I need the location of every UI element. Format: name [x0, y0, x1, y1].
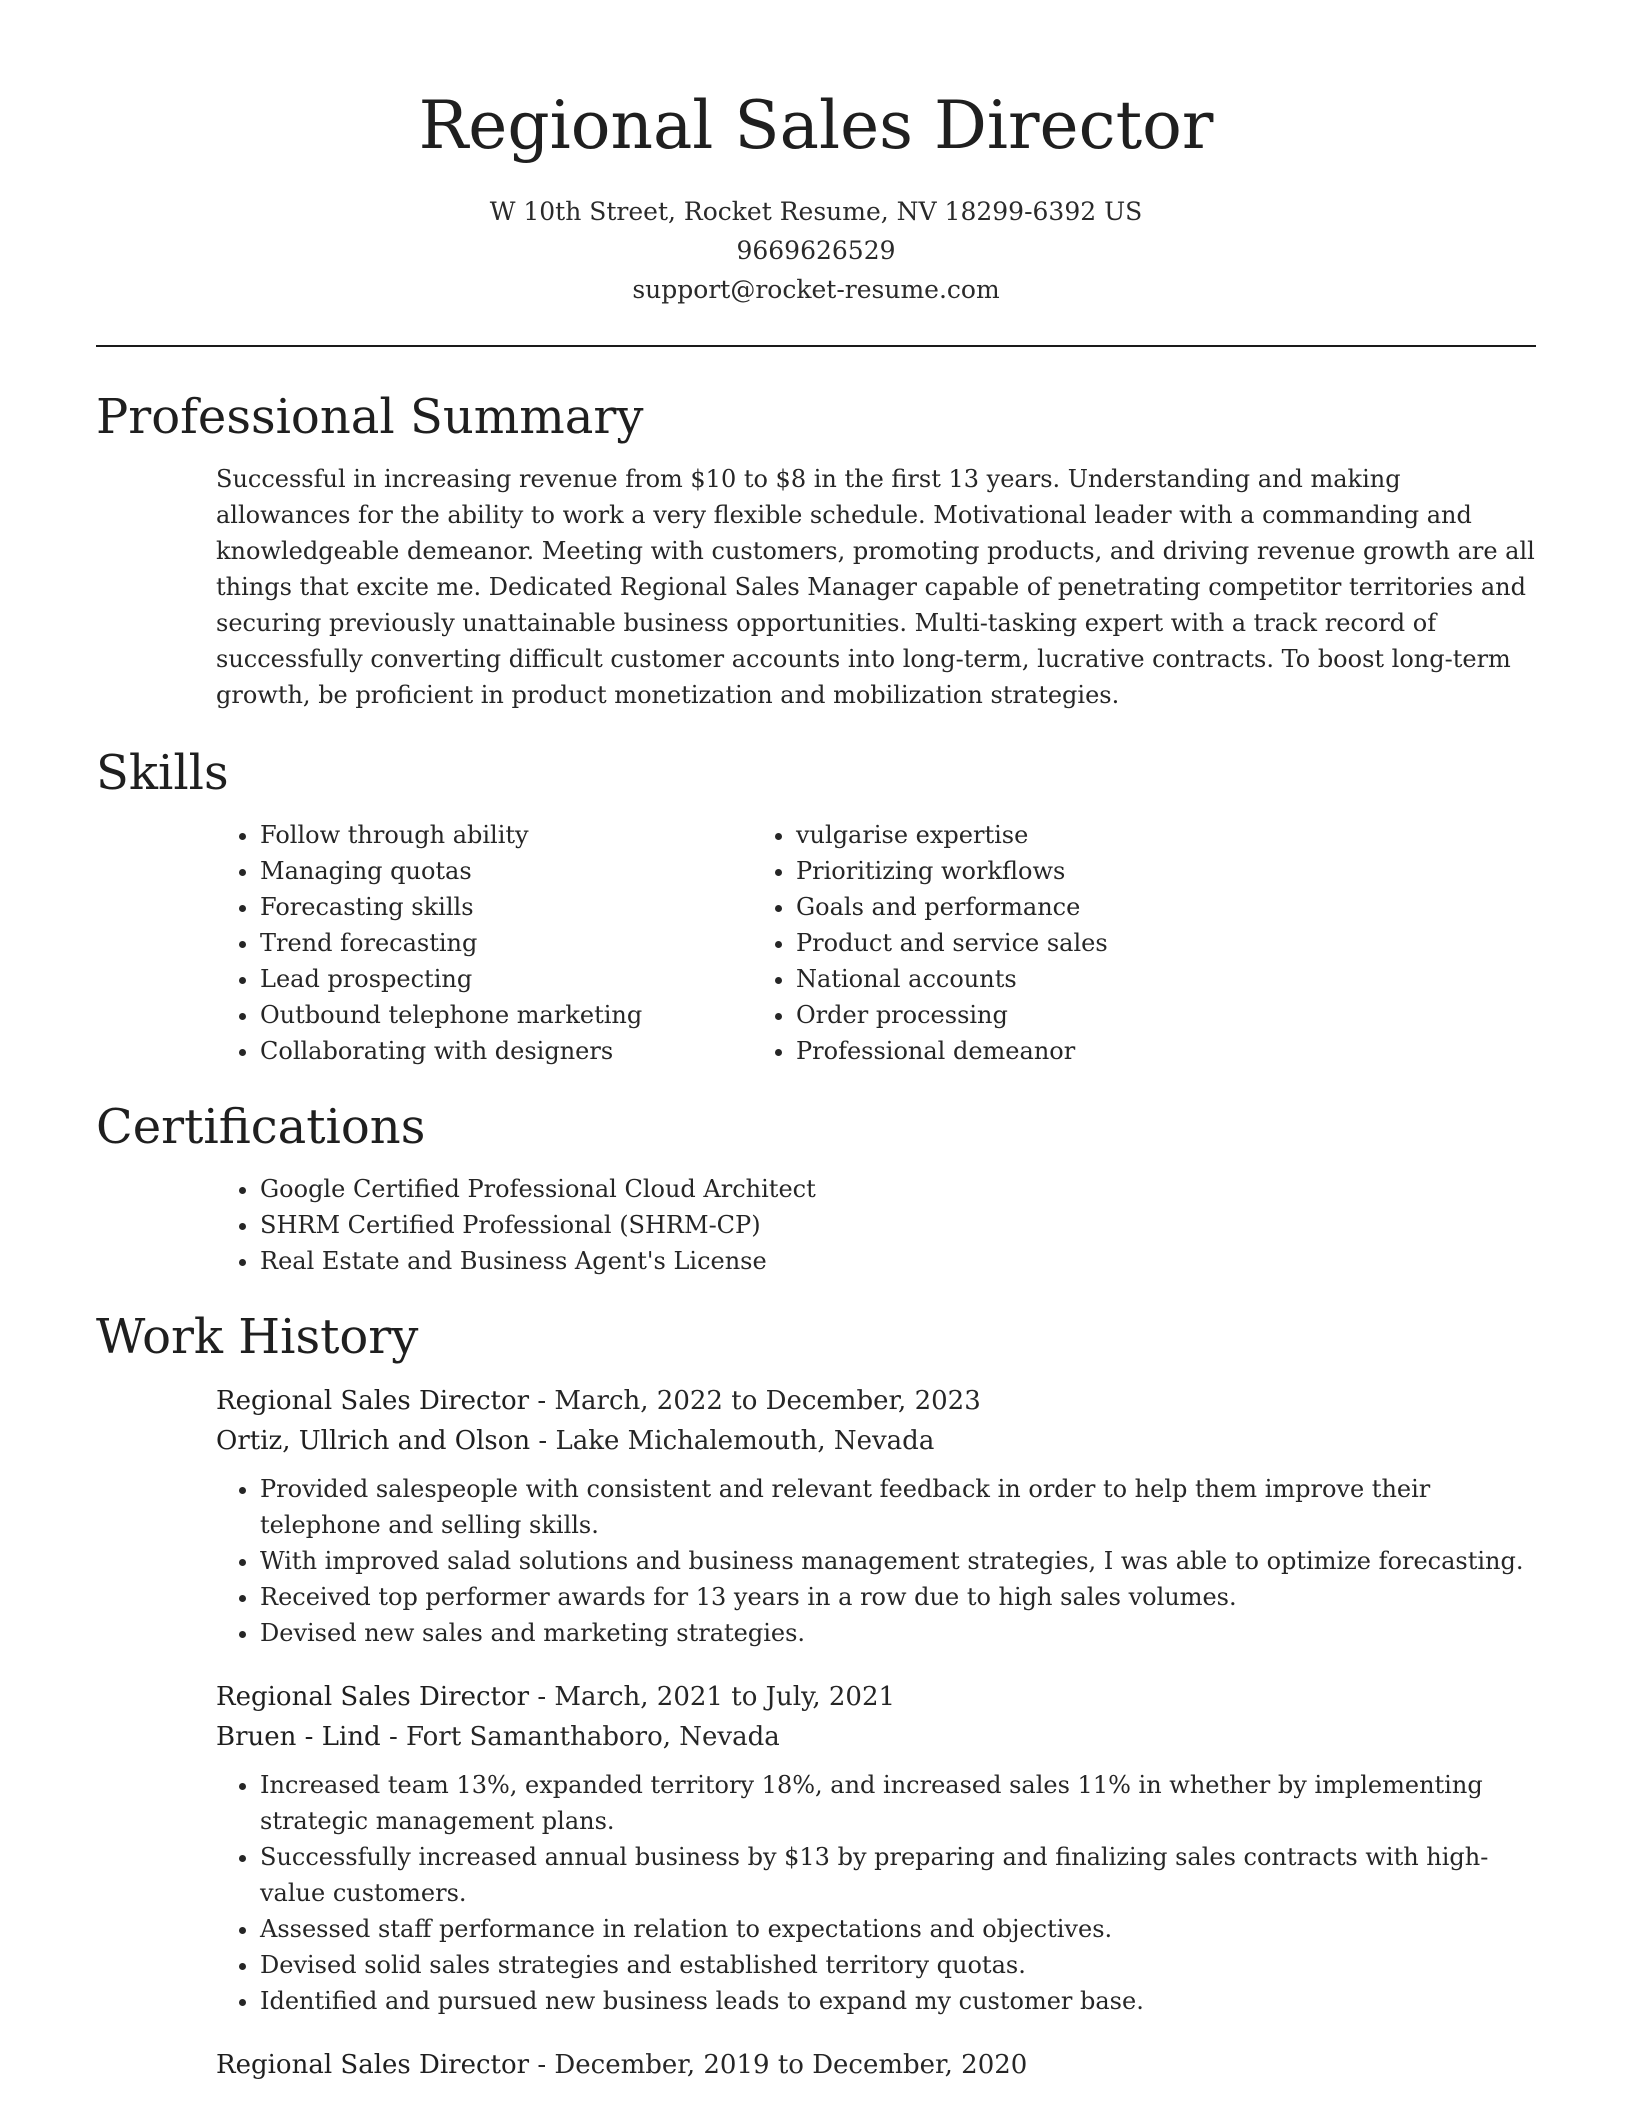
skill-item: • Forecasting skills — [260, 889, 746, 925]
certifications-section — [96, 1097, 1536, 1279]
header-divider — [96, 345, 1536, 347]
certifications-heading: Certifications — [96, 1099, 426, 1155]
work-history-heading: Work History — [96, 1309, 419, 1365]
job-bullet: • Successfully increased annual business by $13 by preparing and finalizing sales contracts with high-value customers. — [260, 1839, 1536, 1911]
address-line: W 10th Street, Rocket Resume, NV 18299-6392 US — [489, 197, 1143, 226]
skills-grid — [96, 817, 1536, 1069]
job-location: Lake Michalemouth, Nevada — [555, 1426, 935, 1456]
skill-item: • Product and service sales — [796, 925, 1108, 961]
job-separator: - — [529, 2050, 555, 2080]
skills-section — [96, 743, 1536, 1069]
job-bullet: • Provided salespeople with consistent and relevant feedback in order to help them improve their telephone and selling skills. — [260, 1471, 1536, 1543]
skills-column-right — [746, 817, 1108, 1069]
certification-item: • Real Estate and Business Agent's License — [260, 1243, 1536, 1279]
summary-section — [96, 387, 1536, 713]
job-company-line — [216, 1717, 1536, 1757]
skill-item: • Follow through ability — [260, 817, 746, 853]
skills-heading: Skills — [96, 745, 229, 801]
certification-item: • SHRM Certified Professional (SHRM-CP) — [260, 1207, 1536, 1243]
skill-item: • Collaborating with designers — [260, 1033, 746, 1069]
skill-item: • Goals and performance — [796, 889, 1108, 925]
phone-line: 9669626529 — [736, 236, 896, 265]
email-line: support@rocket-resume.com — [632, 275, 1000, 304]
job-entry — [216, 1381, 1536, 1651]
job-company-line — [216, 1421, 1536, 1461]
job-entry — [216, 1677, 1536, 2019]
job-title: Regional Sales Director — [216, 2050, 530, 2080]
certifications-list — [96, 1171, 1536, 1279]
job-bullet: • Devised solid sales strategies and established territory quotas. — [260, 1947, 1536, 1983]
certification-item: • Google Certified Professional Cloud Architect — [260, 1171, 1536, 1207]
skills-list-left — [96, 817, 746, 1069]
work-history-section — [96, 1307, 1536, 2085]
skill-item: • Outbound telephone marketing — [260, 997, 746, 1033]
job-title-line — [216, 1381, 1536, 1421]
job-dates: March, 2022 to December, 2023 — [554, 1386, 981, 1416]
job-title: Regional Sales Director — [216, 1386, 530, 1416]
job-bullets — [216, 1767, 1536, 2019]
job-company: Ortiz, Ullrich and Olson — [216, 1426, 531, 1456]
job-separator: - — [530, 1426, 556, 1456]
summary-heading: Professional Summary — [96, 389, 644, 445]
skill-item: • Managing quotas — [260, 853, 746, 889]
job-title-line — [216, 1677, 1536, 1717]
skill-item: • Prioritizing workflows — [796, 853, 1108, 889]
job-bullet: • Identified and pursued new business leads to expand my customer base. — [260, 1983, 1536, 2019]
skill-item: • Order processing — [796, 997, 1108, 1033]
job-bullet: • Devised new sales and marketing strategies. — [260, 1615, 1536, 1651]
job-separator: - — [529, 1682, 555, 1712]
skill-item: • Professional demeanor — [796, 1033, 1108, 1069]
job-location: Fort Samanthaboro, Nevada — [406, 1722, 780, 1752]
job-separator: - — [380, 1722, 407, 1752]
skill-item: • Lead prospecting — [260, 961, 746, 997]
resume-page — [96, 0, 1536, 2085]
job-bullet: • Assessed staff performance in relation to expectations and objectives. — [260, 1911, 1536, 1947]
job-company: Bruen - Lind — [216, 1722, 381, 1752]
job-bullets — [216, 1471, 1536, 1651]
job-title-line — [216, 2045, 1536, 2085]
contact-block — [96, 192, 1536, 309]
summary-text: Successful in increasing revenue from $10 to $8 in the first 13 years. Understanding and making allowances for the ability to work a very flexible schedule. Motivational leader with a commanding and knowledgeable demeanor. Meeting with customers, promoting products, and driving revenue growth are all things that excite me. Dedicated Regional Sales Manager capable of penetrating competitor territories and securing previously unattainable business opportunities. Multi-tasking expert with a track record of successfully converting difficult customer accounts into long-term, lucrative contracts. To boost long-term growth, be proficient in product monetization and mobilization strategies. — [216, 465, 1535, 709]
skill-item: • vulgarise expertise — [796, 817, 1108, 853]
skill-item: • National accounts — [796, 961, 1108, 997]
resume-name: Regional Sales Director — [418, 87, 1214, 164]
job-bullet: • Increased team 13%, expanded territory 18%, and increased sales 11% in whether by implementing strategic management plans. — [260, 1767, 1536, 1839]
job-separator: - — [529, 1386, 555, 1416]
job-dates: December, 2019 to December, 2020 — [554, 2050, 1028, 2080]
job-bullet: • Received top performer awards for 13 years in a row due to high sales volumes. — [260, 1579, 1536, 1615]
skills-list-right — [746, 817, 1108, 1069]
skill-item: • Trend forecasting — [260, 925, 746, 961]
job-bullet: • With improved salad solutions and business management strategies, I was able to optimize forecasting. — [260, 1543, 1536, 1579]
skills-column-left — [96, 817, 746, 1069]
job-title: Regional Sales Director — [216, 1682, 530, 1712]
job-dates: March, 2021 to July, 2021 — [554, 1682, 896, 1712]
job-entry — [216, 2045, 1536, 2085]
